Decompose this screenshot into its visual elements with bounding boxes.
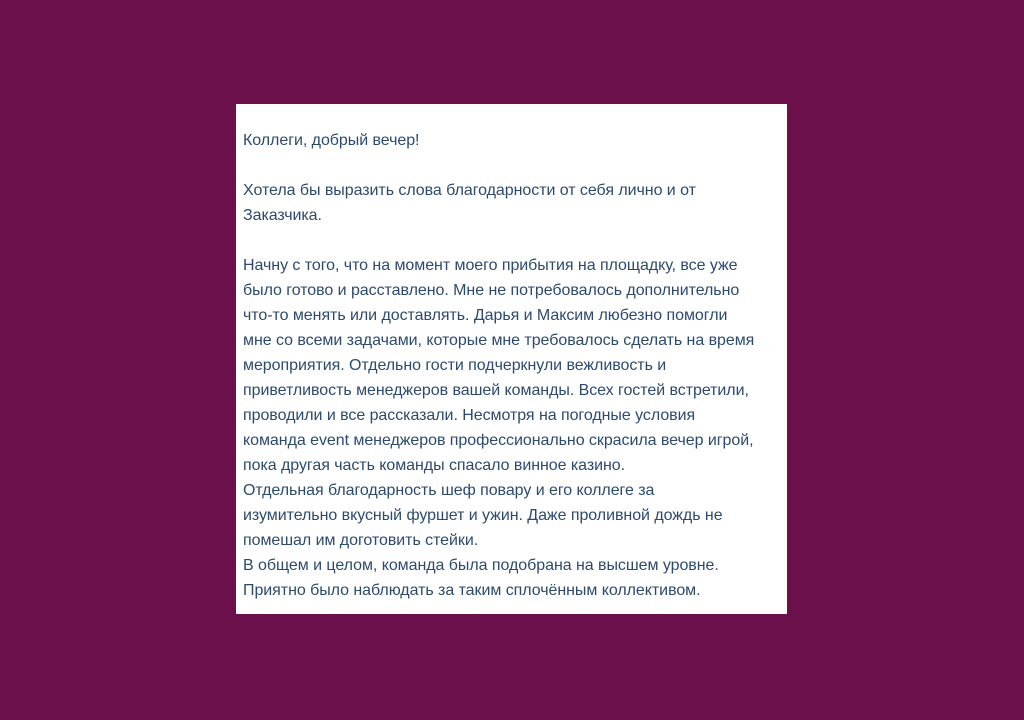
- text-line: Отдельная благодарность шеф повару и его коллеге за: [243, 482, 655, 499]
- paragraph-spacer: [243, 153, 787, 178]
- text-line: изумительно вкусный фуршет и ужин. Даже проливной дождь не: [243, 507, 723, 524]
- text-line: мне со всеми задачами, которые мне требовалось сделать на время: [243, 332, 755, 349]
- text-line: команда event менеджеров профессионально скрасила вечер игрой,: [243, 432, 754, 449]
- paragraph-spacer: [243, 228, 787, 253]
- text-line: Заказчика.: [243, 207, 322, 224]
- greeting-line: Коллеги, добрый вечер!: [243, 132, 420, 149]
- text-line: Хотела бы выразить слова благодарности от себя лично и от: [243, 182, 696, 199]
- text-line: В общем и целом, команда была подобрана на высшем уровне.: [243, 557, 719, 574]
- text-line: мероприятия. Отдельно гости подчеркнули вежливость и: [243, 357, 667, 374]
- text-line: приветливость менеджеров вашей команды. Всех гостей встретили,: [243, 382, 749, 399]
- text-line: что-то менять или доставлять. Дарья и Максим любезно помогли: [243, 307, 728, 324]
- letter-card: [236, 104, 787, 614]
- text-line: было готово и расставлено. Мне не потребовалось дополнительно: [243, 282, 740, 299]
- text-line: проводили и все рассказали. Несмотря на погодные условия: [243, 407, 696, 424]
- text-line: пока другая часть команды спасало винное казино.: [243, 457, 626, 474]
- text-line: Начну с того, что на момент моего прибытия на площадку, все уже: [243, 257, 738, 274]
- letter-text: [243, 128, 787, 603]
- text-line: помешал им доготовить стейки.: [243, 532, 479, 549]
- text-line: Приятно было наблюдать за таким сплочённым коллективом.: [243, 582, 701, 599]
